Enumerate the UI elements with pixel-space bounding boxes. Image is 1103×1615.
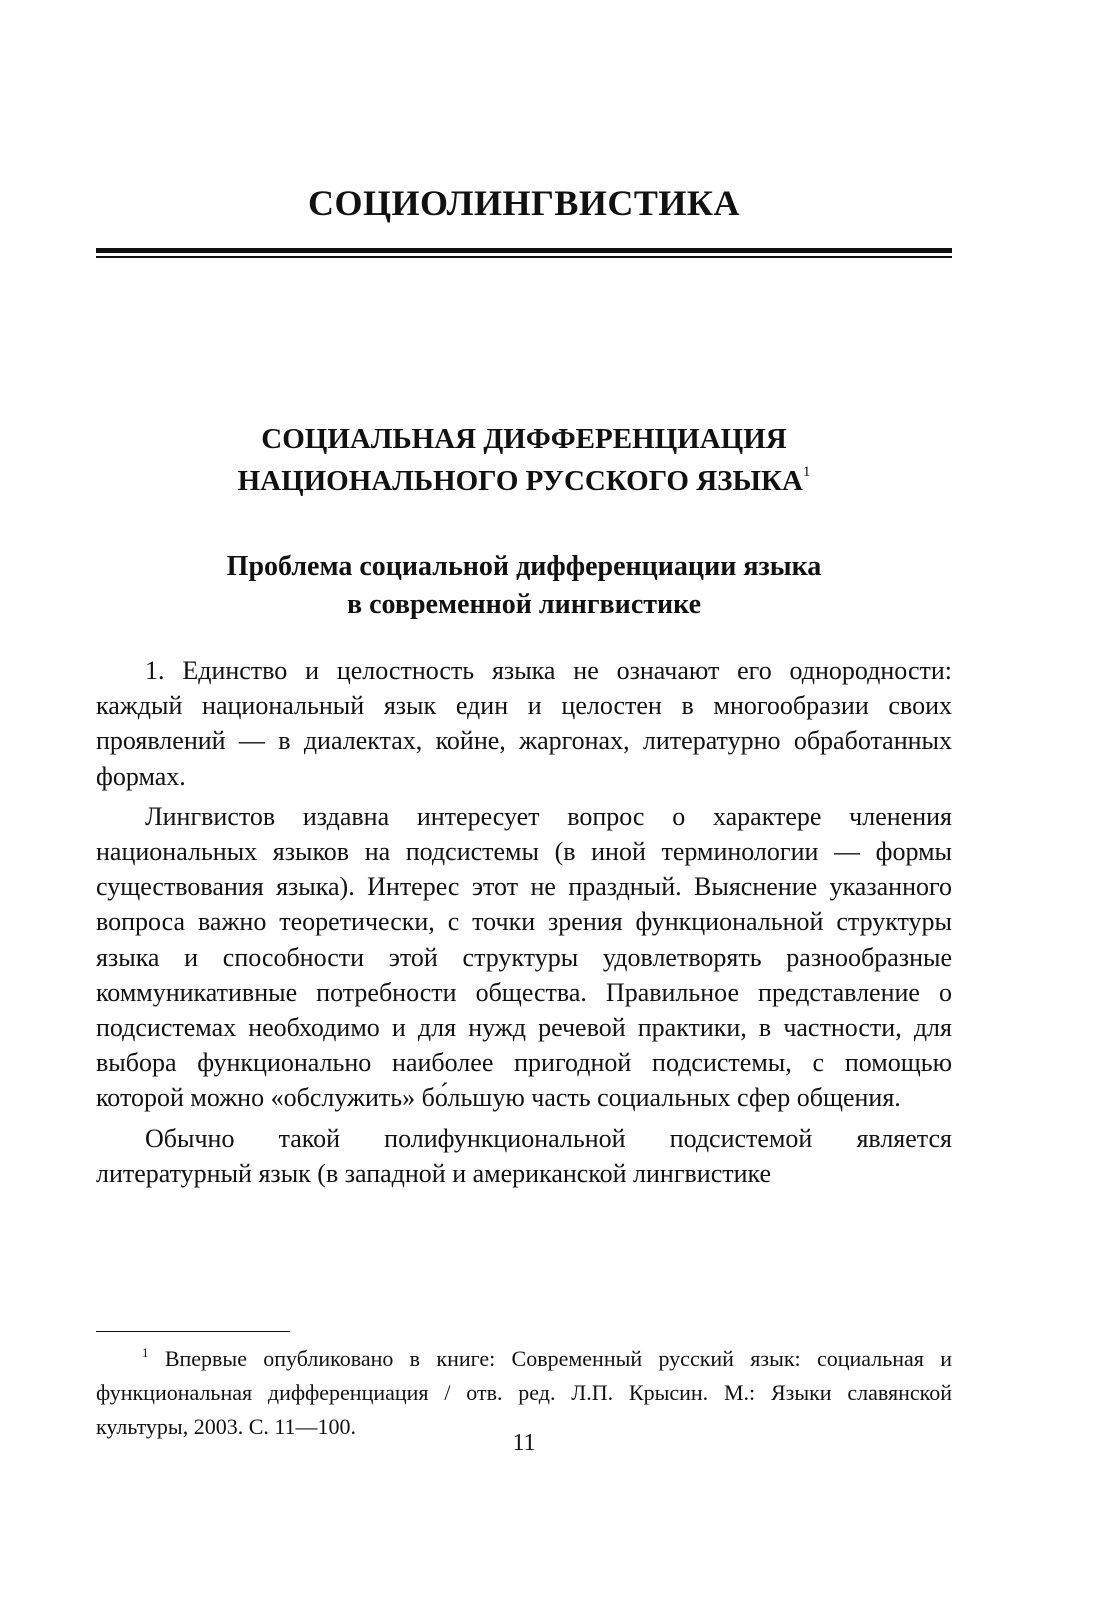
article-title bbox=[96, 418, 952, 502]
chapter-title: СОЦИОЛИНГВИСТИКА bbox=[307, 183, 741, 223]
article-title-line-1: СОЦИАЛЬНАЯ ДИФФЕРЕНЦИАЦИЯ bbox=[261, 423, 787, 455]
paragraph-3: Обычно такой полифункциональной подсистемой является литературный язык (в западной и американской лингвистике bbox=[96, 1123, 952, 1188]
book-page bbox=[96, 0, 952, 1615]
paragraph-1: 1. Единство и целостность языка не означают его однородности: каждый национальный язык един и целостен в многообразии своих проявлений — в диалектах, койне, жаргонах, литературно обработанных формах. bbox=[96, 656, 952, 791]
page-number: 11 bbox=[512, 1430, 536, 1456]
chapter-rule-thick bbox=[96, 248, 952, 253]
section-title bbox=[96, 548, 952, 624]
footnote bbox=[96, 1342, 952, 1444]
footnote-marker: 1 bbox=[142, 1345, 149, 1360]
footnote-separator bbox=[96, 1331, 290, 1332]
footnote-text: Впервые опубликовано в книге: Современный русский язык: социальная и функциональная дифференциация / отв. ред. Л.П. Крысин. М.: Языки славянской культуры, 2003. С. 11—100. bbox=[96, 1346, 952, 1439]
article-footnote-marker: 1 bbox=[802, 464, 811, 480]
section-title-line-1: Проблема социальной дифференциации языка bbox=[226, 551, 822, 582]
body-text bbox=[96, 653, 952, 1196]
article-title-line-2 bbox=[96, 460, 952, 502]
paragraph-2: Лингвистов издавна интересует вопрос о характере членения национальных языков на подсистемы (в иной терминологии — формы существования языка). Интерес этот не праздный. Выяснение указанного вопроса важно теоретически, с точки зрения функциональной структуры языка и способности этой структуры удовлетворять разнообразные коммуникативные потребности общества. Правильное представление о подсистемах необходимо и для нужд речевой практики, в частности, для выбора функционально наиболее пригодной подсистемы, с помощью которой можно «обслужить» бо́льшую часть социальных сфер общения. bbox=[96, 801, 952, 1113]
section-title-line-2: в современной лингвистике bbox=[347, 589, 701, 620]
article-title-line-2-text: НАЦИОНАЛЬНОГО РУССКОГО ЯЗЫКА bbox=[237, 465, 803, 497]
chapter-rule-thin bbox=[96, 256, 952, 258]
